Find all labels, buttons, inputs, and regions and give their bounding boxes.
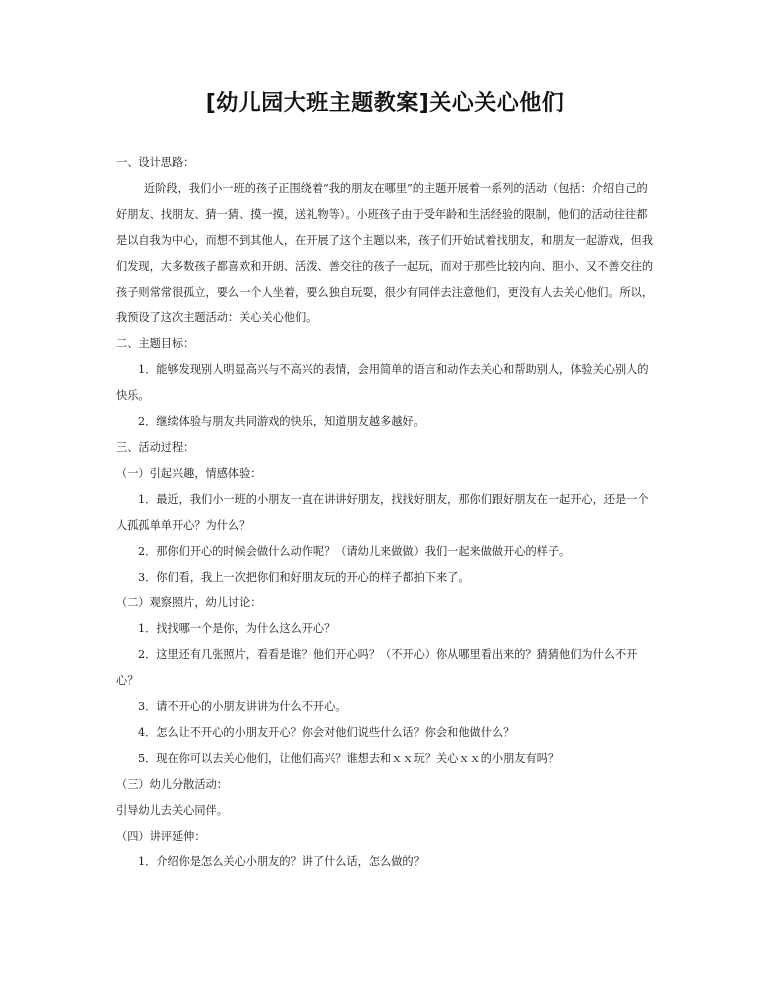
document-body <box>116 150 656 875</box>
paragraph: 引导幼儿去关心同伴。 <box>116 803 228 817</box>
list-item: 1．能够发现别人明显高兴与不高兴的表情，会用简单的语言和动作去关心和帮助别人，体验关心别人的快乐。 <box>116 363 649 403</box>
list-item: 2．继续体验与朋友共同游戏的快乐，知道朋友越多越好。 <box>138 415 425 429</box>
list-item: 2．那你们开心的时候会做什么动作呢？（请幼儿来做做）我们一起来做做开心的样子。 <box>138 544 571 558</box>
subsection-heading: （一）引起兴趣，情感体验： <box>116 466 262 480</box>
list-item: 2．这里还有几张照片，看看是谁？他们开心吗？（不开心）你从哪里看出来的？猜猜他们为什么不开心？ <box>116 648 638 688</box>
section-heading: 一、设计思路： <box>116 156 195 169</box>
subsection-heading: （四）讲评延伸： <box>116 829 206 843</box>
document-title: [幼儿园大班主题教案]关心关心他们 <box>205 91 565 116</box>
section-heading: 二、主题目标： <box>116 337 195 351</box>
list-item: 1．找找哪一个是你，为什么这么开心？ <box>138 622 336 636</box>
section-heading: 三、活动过程： <box>116 440 195 454</box>
list-item: 3．你们看，我上一次把你们和好朋友玩的开心的样子都拍下来了。 <box>138 570 470 584</box>
subsection-heading: （二）观察照片，幼儿讨论： <box>116 596 262 610</box>
subsection-heading: （三）幼儿分散活动： <box>116 777 228 791</box>
list-item: 4．怎么让不开心的小朋友开心？你会对他们说些什么话？你会和他做什么？ <box>138 725 515 739</box>
list-item: 3．请不开心的小朋友讲讲为什么不开心。 <box>138 700 347 714</box>
list-item: 1．最近，我们小一班的小朋友一直在讲讲好朋友，找找好朋友，那你们跟好朋友在一起开心，还是一个人孤孤单单开心？为什么？ <box>116 492 649 532</box>
paragraph: 近阶段，我们小一班的孩子正围绕着“我的朋友在哪里”的主题开展着一系列的活动（包括：介绍自己的好朋友、找朋友、猜一猜、摸一摸，送礼物等）。小班孩子由于受年龄和生活经验的限制，他们的活动往往都是以自我为中心，而想不到其他人，在开展了这个主题以来，孩子们开始试着找朋友，和朋友一起游戏，但我们发现，大多数孩子都喜欢和开朗、活泼、善交往的孩子一起玩，而对于那些比较内向、胆小、又不善交往的孩子则常常很孤立，要么一个人坐着，要么独自玩耍，很少有同伴去注意他们，更没有人去关心他们。所以，我预设了这次主题活动：关心关心他们。 <box>116 181 654 325</box>
list-item: 5．现在你可以去关心他们，让他们高兴？谁想去和ｘｘ玩？关心ｘｘ的小朋友有吗？ <box>138 751 560 765</box>
list-item: 1．介绍你是怎么关心小朋友的？讲了什么话，怎么做的？ <box>138 855 425 869</box>
